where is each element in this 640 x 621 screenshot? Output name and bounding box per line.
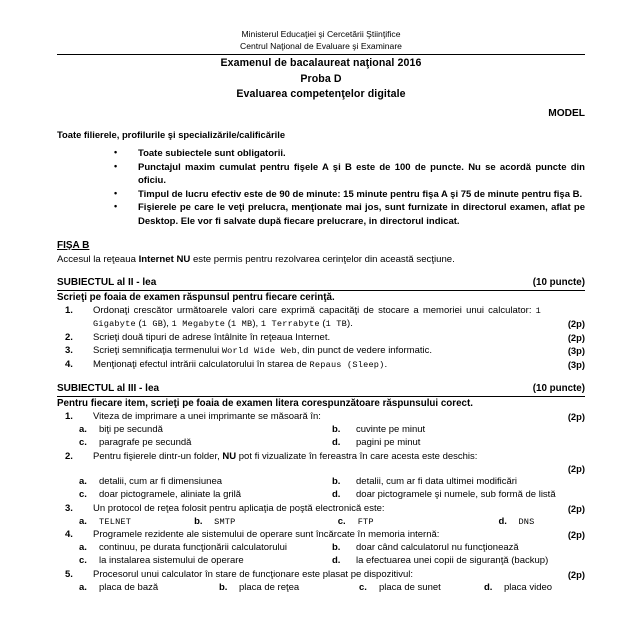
ministry-header: [57, 29, 585, 52]
answer-option-c[interactable]: [79, 555, 332, 568]
option-letter: c.: [359, 581, 367, 593]
subiect-2-title: SUBIECTUL al II - lea: [57, 276, 157, 288]
option-letter: d.: [332, 555, 341, 567]
subiect-3-heading: [57, 383, 585, 397]
option-text: la instalarea sistemului de operare: [99, 555, 244, 567]
option-letter: a.: [79, 515, 87, 527]
option-letter: a.: [79, 581, 87, 593]
sep-6: ).: [347, 317, 353, 329]
mono-value-terrabyte: 1 Terrabyte: [260, 318, 320, 329]
question-points: (2p): [567, 463, 585, 475]
answer-options: [57, 489, 585, 502]
question-text: Un protocol de reţea folosit pentru aplicaţia de poştă electronică este:: [93, 502, 385, 514]
question-number: 4.: [65, 529, 73, 541]
question-item: [57, 529, 585, 542]
question-text-tail: .: [384, 359, 388, 371]
fisa-note: [57, 254, 585, 266]
option-letter: a.: [79, 542, 87, 554]
option-letter: c.: [79, 555, 87, 567]
question-points: (2p): [567, 502, 585, 514]
question-text: Programele rezidente ale sistemului de operare sunt încărcate în memoria internă:: [93, 529, 440, 541]
question-item: [57, 359, 585, 372]
option-letter: c.: [79, 436, 87, 448]
option-text: cuvinte pe minut: [356, 424, 426, 436]
option-text: TELNET: [99, 516, 132, 527]
option-letter: d.: [332, 436, 341, 448]
answer-option-c[interactable]: [359, 582, 484, 595]
header-divider: [57, 54, 585, 55]
option-text: DNS: [518, 516, 535, 527]
question-points: (2p): [567, 568, 585, 580]
option-text: placa de bază: [99, 581, 159, 593]
option-text: continuu, pe durata funcţionării calculatorului: [99, 542, 288, 554]
fisa-heading-wrap: [57, 228, 585, 253]
mono-value-megabyte: 1 Megabyte: [171, 318, 226, 329]
answer-option-b[interactable]: [332, 542, 585, 555]
option-text: biţi pe secundă: [99, 424, 163, 436]
option-text: detalii, cum ar fi data ultimei modificări: [356, 476, 518, 488]
answer-options: [57, 542, 585, 555]
question-item: [57, 569, 585, 582]
question-text-tail: , din punct de vedere informatic.: [296, 345, 433, 357]
fisa-note-pre: Accesul la reţeaua: [57, 253, 139, 265]
question-number: 3.: [65, 345, 73, 357]
mono-value-tb: 1 TB: [325, 318, 348, 329]
answer-option-a[interactable]: [79, 542, 332, 555]
question-text: Ordonaţi crescător următoarele valori care exprimă capacităţi de stocare a memoriei unui calculator:: [93, 305, 536, 317]
option-text: doar pictogramele şi numele, sub formă de listă: [356, 488, 556, 500]
question-text: Scrieţi semnificaţia termenului: [93, 345, 222, 357]
question-number: 2.: [65, 450, 73, 462]
option-letter: d.: [484, 581, 493, 593]
question-item: [57, 345, 585, 358]
subiect-3-title: SUBIECTUL al III - lea: [57, 383, 160, 395]
option-text: placa de reţea: [239, 581, 300, 593]
answer-option-c[interactable]: [338, 516, 499, 529]
mono-value-gb: 1 GB: [141, 318, 164, 329]
option-letter: b.: [332, 542, 341, 554]
answer-options: [57, 424, 585, 437]
question-points: (2p): [567, 411, 585, 423]
option-text: pagini pe minut: [356, 436, 421, 448]
question-item: [57, 503, 585, 516]
option-text: la efectuarea unei copii de siguranţă (backup): [356, 555, 549, 567]
answer-options: [57, 476, 585, 489]
question-points: (3p): [567, 345, 585, 357]
ministry-line-2: Centrul Naţional de Evaluare şi Examinare: [240, 40, 402, 51]
option-letter: b.: [219, 581, 228, 593]
question-number: 1.: [65, 305, 73, 317]
answer-options: [57, 555, 585, 568]
answer-option-a[interactable]: [79, 424, 332, 437]
question-number: 2.: [65, 331, 73, 343]
list-item: • Fişierele pe care le veţi prelucra, menţionate mai jos, sunt furnizate in directorul examen, aflat pe Desktop. Ele vor fi salvate după fiecare prelucrare, in directorul indicat.: [114, 201, 585, 228]
answer-option-d[interactable]: [332, 555, 585, 568]
exam-proba: Proba D: [300, 72, 342, 85]
fisa-title: FIŞA B: [57, 240, 90, 252]
mono-value-mb: 1 MB: [230, 318, 253, 329]
subiect-3-points: (10 puncte): [532, 383, 585, 395]
subiect-3-subheading: Pentru fiecare item, scrieţi pe foaia de examen litera corespunzătoare răspunsului corect.: [57, 397, 473, 409]
option-letter: b.: [194, 515, 203, 527]
option-letter: d.: [498, 515, 507, 527]
answer-option-d[interactable]: [498, 516, 585, 529]
answer-option-d[interactable]: [332, 437, 585, 450]
list-item: • Punctajul maxim cumulat pentru fişele A şi B este de 100 de puncte. Nu se acordă puncte din oficiu.: [114, 161, 585, 188]
answer-option-b[interactable]: [194, 516, 338, 529]
mono-value-www: World Wide Web: [221, 346, 297, 357]
question-item: [57, 451, 585, 477]
option-letter: c.: [337, 515, 346, 527]
question-number: 1.: [65, 411, 73, 423]
list-item: • Toate subiectele sunt obligatorii.: [114, 147, 585, 160]
filiere-line: Toate filierele, profilurile şi specializările/calificările: [57, 129, 286, 141]
option-letter: a.: [79, 424, 87, 436]
question-number: 3.: [65, 502, 73, 514]
question-points: (2p): [567, 331, 585, 343]
question-text: Viteza de imprimare a unei imprimante se măsoară în:: [93, 411, 321, 423]
answer-option-d[interactable]: [332, 489, 585, 502]
subiect-2-subheading: Scrieţi pe foaia de examen răspunsul pentru fiecare cerinţă.: [57, 291, 335, 303]
option-letter: c.: [79, 488, 87, 500]
answer-options: [57, 437, 585, 450]
option-text: placa video: [504, 581, 553, 593]
model-badge: MODEL: [548, 108, 585, 120]
instructions-list: [57, 147, 585, 228]
exam-title-block: [57, 56, 585, 102]
answer-option-b[interactable]: [332, 476, 585, 489]
answer-option-b[interactable]: [219, 582, 359, 595]
fisa-note-post: este permis pentru rezolvarea cerinţelor din această secţiune.: [190, 253, 455, 265]
answer-option-a[interactable]: [79, 582, 219, 595]
document-body: [57, 0, 585, 594]
question-points: (2p): [567, 529, 585, 541]
answer-option-c[interactable]: [79, 437, 332, 450]
question-text-pre: Pentru fişierele dintr-un folder,: [93, 450, 223, 462]
option-text: paragrafe pe secundă: [99, 436, 192, 448]
option-text: FTP: [357, 516, 374, 527]
fisa-note-emphasis: Internet NU: [138, 253, 191, 265]
exam-subtitle: Evaluarea competenţelor digitale: [236, 87, 406, 100]
question-text: Procesorul unui calculator în stare de funcţionare este plasat pe dispozitivul:: [93, 568, 414, 580]
list-item: • Timpul de lucru efectiv este de 90 de minute: 15 minute pentru fişa A şi 75 de minute pentru fişa B.: [114, 188, 585, 201]
question-points: (3p): [567, 359, 585, 371]
question-text: Menţionaţi efectul intrării calculatorului în starea de: [93, 359, 310, 371]
sep-5: (: [319, 317, 326, 329]
option-letter: d.: [332, 488, 341, 500]
answer-option-b[interactable]: [332, 424, 585, 437]
answer-option-a[interactable]: [79, 516, 194, 529]
option-text: detalii, cum ar fi dimensiunea: [99, 476, 223, 488]
question-points: (2p): [567, 318, 585, 330]
question-item: [57, 411, 585, 424]
option-text: placa de sunet: [379, 581, 441, 593]
sep-2: ),: [163, 317, 172, 329]
question-number: 5.: [65, 568, 73, 580]
question-number: 4.: [65, 359, 73, 371]
answer-option-c[interactable]: [79, 489, 332, 502]
question-text-post: pot fi vizualizate în fereastra în care acesta este deschis:: [236, 450, 478, 462]
mono-value-gigabyte: 1 Gigabyte: [93, 306, 541, 329]
question-text: Scrieţi două tipuri de adrese întâlnite în reţeaua Internet.: [93, 331, 331, 343]
sep-4: ),: [252, 317, 261, 329]
subiect-2-heading: [57, 277, 585, 291]
answer-option-a[interactable]: [79, 476, 332, 489]
sep-1: (: [135, 317, 142, 329]
option-letter: b.: [332, 476, 341, 488]
exam-title: Examenul de bacalaureat naţional 2016: [220, 57, 422, 70]
option-letter: a.: [79, 476, 87, 488]
answer-options: [57, 582, 585, 595]
mono-value-sleep: Repaus (Sleep): [309, 360, 385, 371]
option-letter: b.: [332, 424, 341, 436]
option-text: SMTP: [214, 516, 236, 527]
answer-options: [57, 516, 585, 529]
question-text-emphasis: NU: [222, 450, 237, 462]
option-text: doar când calculatorul nu funcţionează: [356, 542, 519, 554]
answer-option-d[interactable]: [484, 582, 584, 595]
subiect-2-points: (10 puncte): [532, 276, 585, 288]
sep-3: (: [225, 317, 231, 329]
question-item: [57, 332, 585, 345]
ministry-line-1: Ministerul Educaţiei şi Cercetării Ştiinţifice: [241, 29, 401, 39]
option-text: doar pictogramele, aliniate la grilă: [99, 488, 242, 500]
question-item: [57, 305, 585, 331]
